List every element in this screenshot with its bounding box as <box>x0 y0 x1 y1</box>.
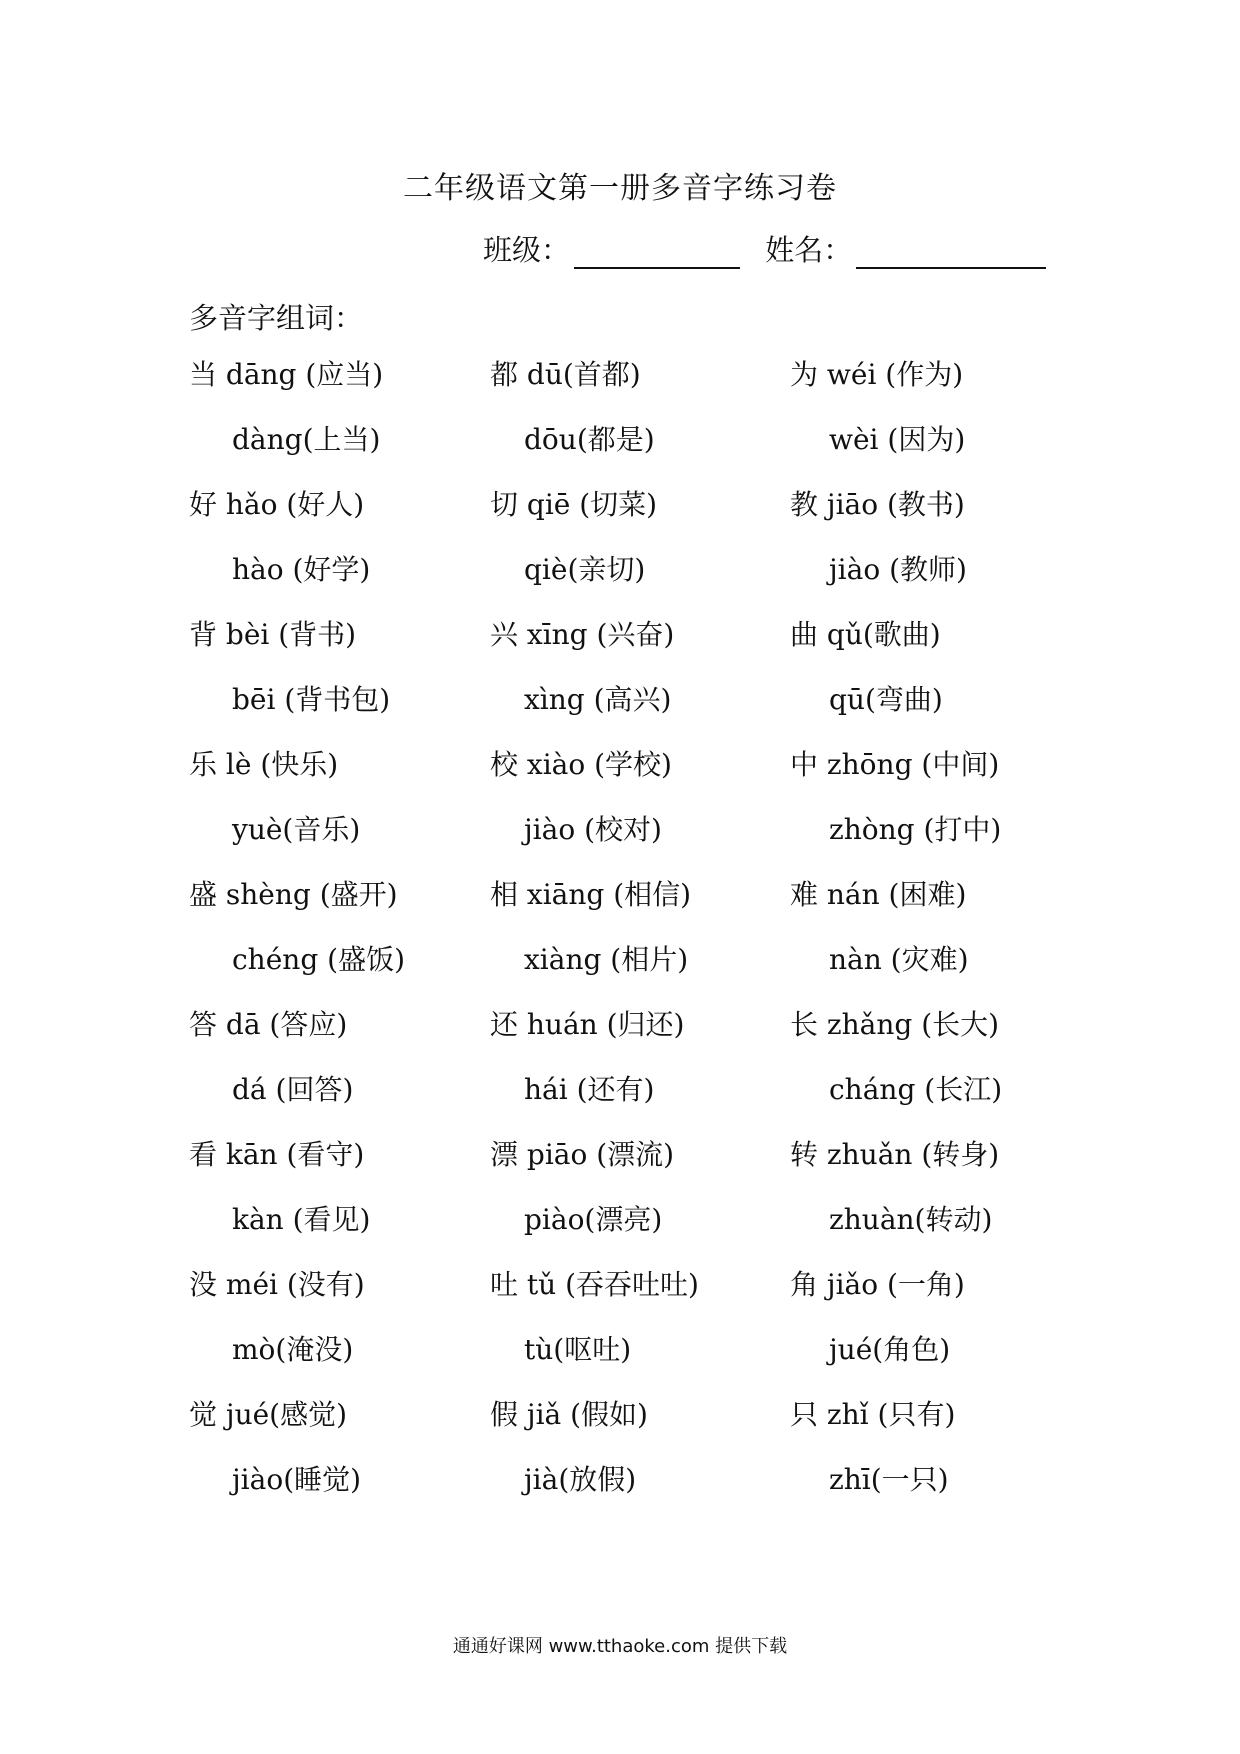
character-entry: 只 zhǐ (只有) <box>790 1398 956 1431</box>
pronunciation-entry: jià(放假) <box>524 1463 637 1496</box>
pronunciation-entry: chéng (盛饭) <box>232 943 405 976</box>
character-entry: 都 dū(首都) <box>490 358 641 391</box>
character-entry: 假 jiǎ (假如) <box>490 1398 648 1431</box>
character-entry: 校 xiào (学校) <box>490 748 672 781</box>
character-entry: 看 kān (看守) <box>189 1138 365 1171</box>
pronunciation-entry: mò(淹没) <box>232 1333 354 1366</box>
entry-row <box>189 1198 1089 1263</box>
polyphone-list <box>189 353 1089 1523</box>
class-label: 班级： <box>483 233 571 267</box>
pronunciation-entry: zhuàn(转动) <box>829 1203 993 1236</box>
pronunciation-entry: bēi (背书包) <box>232 683 391 716</box>
pronunciation-entry: jué(角色) <box>829 1333 951 1366</box>
pronunciation-entry: piào(漂亮) <box>524 1203 663 1236</box>
pronunciation-entry: qū(弯曲) <box>829 683 943 716</box>
pronunciation-entry: qiè(亲切) <box>524 553 646 586</box>
character-entry: 好 hǎo (好人) <box>189 488 365 521</box>
character-entry: 曲 qǔ(歌曲) <box>790 618 941 651</box>
pronunciation-entry: hái (还有) <box>524 1073 655 1106</box>
pronunciation-entry: yuè(音乐) <box>232 813 361 846</box>
entry-row <box>189 1328 1089 1393</box>
pronunciation-entry: jiào(睡觉) <box>232 1463 362 1496</box>
entry-row <box>189 678 1089 743</box>
entry-row <box>189 1458 1089 1523</box>
name-label: 姓名： <box>765 233 853 267</box>
character-entry: 中 zhōng (中间) <box>790 748 1000 781</box>
pronunciation-entry: nàn (灾难) <box>829 943 969 976</box>
character-entry: 漂 piāo (漂流) <box>490 1138 675 1171</box>
student-info <box>483 228 1046 269</box>
character-entry: 答 dā (答应) <box>189 1008 348 1041</box>
character-entry: 背 bèi (背书) <box>189 618 357 651</box>
entry-row <box>189 873 1089 938</box>
character-entry: 吐 tǔ (吞吞吐吐) <box>490 1268 699 1301</box>
entry-row <box>189 1393 1089 1458</box>
entry-row <box>189 808 1089 873</box>
entry-row <box>189 483 1089 548</box>
entry-row <box>189 938 1089 1003</box>
character-entry: 相 xiāng (相信) <box>490 878 692 911</box>
pronunciation-entry: zhī(一只) <box>829 1463 949 1496</box>
entry-row <box>189 418 1089 483</box>
entry-row <box>189 613 1089 678</box>
character-entry: 切 qiē (切菜) <box>490 488 658 521</box>
entry-row <box>189 353 1089 418</box>
pronunciation-entry: jiào (校对) <box>524 813 662 846</box>
character-entry: 长 zhǎng (长大) <box>790 1008 1000 1041</box>
character-entry: 没 méi (没有) <box>189 1268 365 1301</box>
entry-row <box>189 1133 1089 1198</box>
entry-row <box>189 743 1089 808</box>
pronunciation-entry: wèi (因为) <box>829 423 966 456</box>
character-entry: 转 zhuǎn (转身) <box>790 1138 1000 1171</box>
pronunciation-entry: tù(呕吐) <box>524 1333 632 1366</box>
footer-text: 通通好课网 www.tthaoke.com 提供下载 <box>452 1636 788 1657</box>
character-entry: 盛 shèng (盛开) <box>189 878 398 911</box>
entry-row <box>189 1263 1089 1328</box>
pronunciation-entry: kàn (看见) <box>232 1203 371 1236</box>
page-title: 二年级语文第一册多音字练习卷 <box>403 171 837 206</box>
character-entry: 觉 jué(感觉) <box>189 1398 348 1431</box>
pronunciation-entry: dōu(都是) <box>524 423 655 456</box>
entry-row <box>189 1003 1089 1068</box>
entry-row <box>189 548 1089 613</box>
class-blank-field <box>574 233 740 269</box>
pronunciation-entry: hào (好学) <box>232 553 371 586</box>
character-entry: 还 huán (归还) <box>490 1008 685 1041</box>
character-entry: 乐 lè (快乐) <box>189 748 339 781</box>
name-blank-field <box>856 233 1046 269</box>
pronunciation-entry: zhòng (打中) <box>829 813 1002 846</box>
character-entry: 为 wéi (作为) <box>790 358 964 391</box>
character-entry: 角 jiǎo (一角) <box>790 1268 965 1301</box>
character-entry: 教 jiāo (教书) <box>790 488 965 521</box>
pronunciation-entry: cháng (长江) <box>829 1073 1003 1106</box>
pronunciation-entry: jiào (教师) <box>829 553 967 586</box>
pronunciation-entry: xiàng (相片) <box>524 943 689 976</box>
pronunciation-entry: dá (回答) <box>232 1073 354 1106</box>
pronunciation-entry: xìng (高兴) <box>524 683 672 716</box>
character-entry: 难 nán (困难) <box>790 878 967 911</box>
section-title: 多音字组词： <box>189 301 364 335</box>
character-entry: 当 dāng (应当) <box>189 358 384 391</box>
character-entry: 兴 xīng (兴奋) <box>490 618 675 651</box>
entry-row <box>189 1068 1089 1133</box>
pronunciation-entry: dàng(上当) <box>232 423 381 456</box>
